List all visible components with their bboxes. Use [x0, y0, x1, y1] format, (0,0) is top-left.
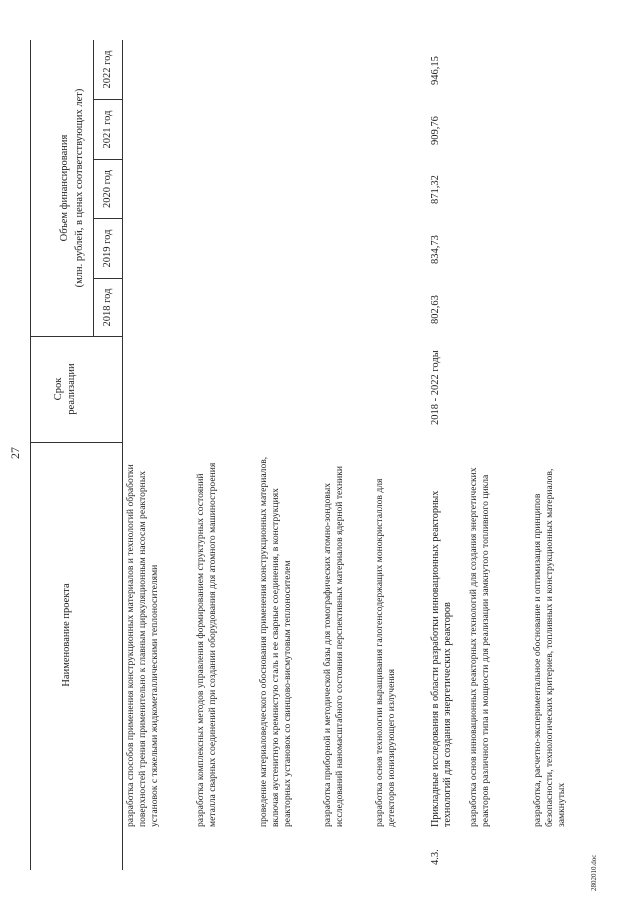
header-term: Срок реализации — [53, 363, 77, 415]
header-year-2021: 2021 год — [102, 110, 113, 149]
table-top-border — [30, 40, 31, 870]
page-number: 27 — [8, 447, 22, 459]
header-funding-title: Объем финансирования — [59, 134, 70, 242]
table-row-5-name: разработка основ технологии выращивания галогенсодержащих монокристаллов для детекторов ионизирующего излучения — [374, 478, 398, 827]
header-year-2022: 2022 год — [102, 50, 113, 89]
table-row-4-name: разработка приборной и методической базы для томографических атомно-зондовых исследований наномасштабного состояния перспективных материалов ядерной техники — [322, 465, 346, 827]
header-project-name: Наименование проекта — [61, 583, 72, 687]
table-row-1-name: разработка способов применения конструкционных материалов и технологий обработки поверхностей трения применительно к главным циркуляционным насосам реакторных установок с тяжелыми жидкометаллическими теплоносителями — [125, 464, 161, 827]
header-year-2018: 2018 год — [102, 288, 113, 327]
table-row-6-number: 4.3. — [430, 849, 441, 865]
header-divider-term — [30, 336, 122, 337]
table-row-2-name: разработка комплексных методов управления формированием структурных состояний металла сварных соединений при создании оборудования для атомного машиностроения — [195, 462, 219, 827]
table-row-6-value-2019: 834,73 — [430, 235, 441, 264]
table-row-8-name: разработка, расчетно-экспериментальное обоснование и оптимизация принципов безопасности, технологических критериев, топливных и конструкционных материалов, замкнутых — [532, 468, 568, 827]
footer-doc-code: 2802010.doc — [590, 854, 598, 891]
table-row-3-name: проведение материаловедческого обоснования применения конструкционных материалов, включая аустенитную кремнистую сталь и ее сварные соединения, в конструкциях реакторных установок со свинцово-висмутовым теплоносителем — [258, 456, 294, 827]
table-row-6-value-2018: 802,63 — [430, 295, 441, 324]
header-funding-subtitle: (млн. рублей, в ценах соответствующих лет) — [74, 88, 85, 288]
table-row-6-value-2020: 871,32 — [430, 175, 441, 204]
header-year-2020: 2020 год — [102, 170, 113, 208]
years-top-border — [93, 40, 94, 337]
table-row-6-term: 2018 - 2022 годы — [430, 350, 441, 425]
table-row-6-value-2021: 909,76 — [430, 116, 441, 145]
header-year-2019: 2019 год — [102, 229, 113, 268]
table-row-7-name: разработка основ инновационных реакторных технологий для создания энергетических реакторов различного типа и мощности для реализации замкнутого топливного цикла — [468, 467, 492, 827]
table-row-6-name: Прикладные исследования в области разработки инновационных реакторных технологий для создания энергетических реакторов — [430, 490, 454, 827]
table-row-6-value-2022: 946,15 — [430, 56, 441, 85]
header-divider-name — [30, 442, 122, 443]
header-bottom-border — [122, 40, 123, 870]
